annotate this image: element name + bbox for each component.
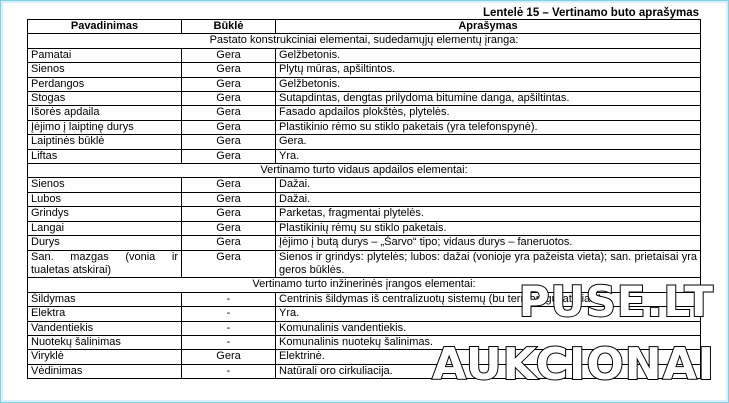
row-condition: Gera xyxy=(182,77,276,91)
header-row xyxy=(28,20,701,34)
row-condition: Gera xyxy=(182,48,276,62)
row-description: Gera. xyxy=(276,135,701,149)
row-name: Perdangos xyxy=(28,77,182,91)
row-name: Elektra xyxy=(28,307,182,321)
row-condition: Gera xyxy=(182,221,276,235)
section-row xyxy=(28,164,701,178)
row-description: Plastikinių rėmų su stiklo paketais. xyxy=(276,221,701,235)
row-condition: Gera xyxy=(182,178,276,192)
table-row xyxy=(28,92,701,106)
row-description: Parketas, fragmentai plytelės. xyxy=(276,207,701,221)
row-description: Yra. xyxy=(276,307,701,321)
header-condition: Būklė xyxy=(182,20,276,34)
table-row xyxy=(28,149,701,163)
table-row xyxy=(28,48,701,62)
row-name: Sienos xyxy=(28,178,182,192)
row-condition: Gera xyxy=(182,120,276,134)
row-condition: Gera xyxy=(182,192,276,206)
watermark-aukcionai: AUKCIONAI xyxy=(432,339,715,390)
table-row xyxy=(28,135,701,149)
row-condition: - xyxy=(182,335,276,349)
row-condition: Gera xyxy=(182,135,276,149)
row-name: Vėdinimas xyxy=(28,364,182,378)
row-condition: Gera xyxy=(182,207,276,221)
row-name: Išorės apdaila xyxy=(28,106,182,120)
table-row xyxy=(28,106,701,120)
table-row xyxy=(28,221,701,235)
row-description: Įėjimo į butą durys – „Šarvo“ tipo; vidaus durys – faneruotos. xyxy=(276,236,701,250)
row-description: Dažai. xyxy=(276,192,701,206)
row-description: Gelžbetonis. xyxy=(276,48,701,62)
row-name: Sienos xyxy=(28,63,182,77)
row-description: Natūrali oro cirkuliacija. xyxy=(276,364,701,378)
table-row xyxy=(28,236,701,250)
row-condition: Gera xyxy=(182,236,276,250)
row-condition: Gera xyxy=(182,350,276,364)
section-title: Vertinamo turto inžinerinės įrangos elementai: xyxy=(28,278,701,292)
watermark-puse: PUSE.LT xyxy=(518,277,714,326)
row-description: Plastikinio rėmo su stiklo paketais (yra telefonspynė). xyxy=(276,120,701,134)
table-row xyxy=(28,250,701,278)
row-condition: - xyxy=(182,307,276,321)
row-description: Fasado apdailos plokštės, plytelės. xyxy=(276,106,701,120)
header-description: Aprašymas xyxy=(276,20,701,34)
row-description: Plytų mūras, apšiltintos. xyxy=(276,63,701,77)
section-title: Vertinamo turto vidaus apdailos elementai: xyxy=(28,164,701,178)
row-description: Komunalinis vandentiekis. xyxy=(276,321,701,335)
section-row xyxy=(28,34,701,48)
table-row xyxy=(28,207,701,221)
row-name: Stogas xyxy=(28,92,182,106)
row-name: Langai xyxy=(28,221,182,235)
row-condition: Gera xyxy=(182,92,276,106)
table-row xyxy=(28,192,701,206)
row-description: Yra. xyxy=(276,149,701,163)
row-description: Sutapdintas, dengtas prilydoma bitumine danga, apšiltintas. xyxy=(276,92,701,106)
row-condition: Gera xyxy=(182,149,276,163)
table-row xyxy=(28,77,701,91)
row-name: Viryklė xyxy=(28,350,182,364)
row-name: Šildymas xyxy=(28,292,182,306)
row-description: Dažai. xyxy=(276,178,701,192)
row-name: Pamatai xyxy=(28,48,182,62)
row-description: Gelžbetonis. xyxy=(276,77,701,91)
row-name: Grindys xyxy=(28,207,182,221)
row-name: Liftas xyxy=(28,149,182,163)
row-condition: Gera xyxy=(182,63,276,77)
section-title: Pastato konstrukciniai elementai, sudedamųjų elementų įranga: xyxy=(28,34,701,48)
row-name: Nuotekų šalinimas xyxy=(28,335,182,349)
row-condition: Gera xyxy=(182,106,276,120)
row-description: Centrinis šildymas iš centralizuotų sistemų (bu termoreguliatoriais). xyxy=(276,292,701,306)
row-description: Sienos ir grindys: plytelės; lubos: dažai (vonioje yra pažeista vieta); san. prietaisai yra geros būklės. xyxy=(276,250,701,278)
row-description: Komunalinis nuotekų šalinimas. xyxy=(276,335,701,349)
row-name: Laiptinės būklė xyxy=(28,135,182,149)
row-name: Durys xyxy=(28,236,182,250)
row-name: Vandentiekis xyxy=(28,321,182,335)
row-condition: - xyxy=(182,321,276,335)
row-name: Įėjimo į laiptinę durys xyxy=(28,120,182,134)
row-condition: - xyxy=(182,364,276,378)
table-row xyxy=(28,63,701,77)
table-row xyxy=(28,120,701,134)
header-name: Pavadinimas xyxy=(28,20,182,34)
row-condition: - xyxy=(182,292,276,306)
table-row xyxy=(28,178,701,192)
row-name: San. mazgas (vonia ir tualetas atskirai) xyxy=(28,250,182,278)
row-condition: Gera xyxy=(182,250,276,278)
table-caption: Lentelė 15 – Vertinamo buto aprašymas xyxy=(482,7,699,19)
row-description: Elektrinė. xyxy=(276,350,701,364)
row-name: Lubos xyxy=(28,192,182,206)
